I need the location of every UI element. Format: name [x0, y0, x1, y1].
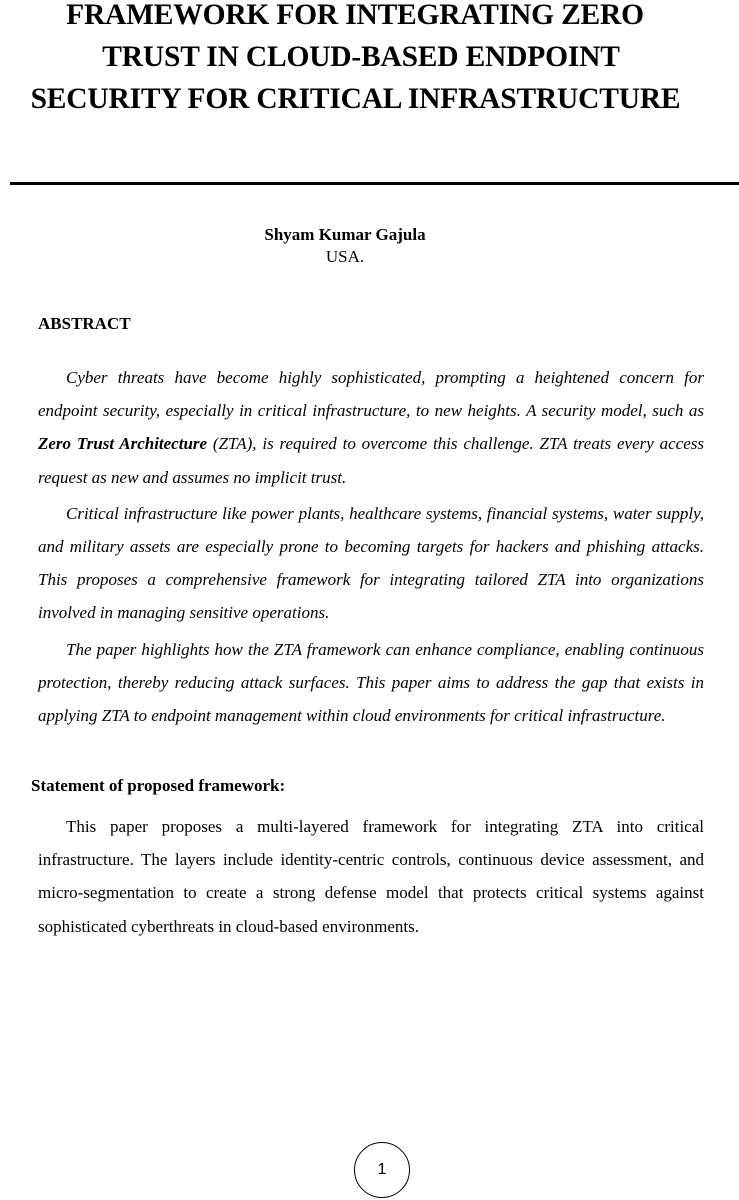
title-divider	[10, 182, 739, 185]
page-number: 1	[377, 1161, 387, 1178]
abstract-p1-bold-term: Zero Trust Architecture	[38, 434, 208, 454]
abstract-p1-lead: Cyber threats have become highly sophisticated, prompting a heightened concern for endpoint security, especially in critical infrastructure, to new heights. A security model, such as	[38, 368, 704, 421]
abstract-heading: ABSTRACT	[38, 314, 131, 333]
paper-title	[0, 0, 739, 120]
abstract-p1-tail: (ZTA), is required to overcome this challenge. ZTA treats every access request as new and assumes no implicit trust.	[38, 434, 704, 487]
abstract-paragraph-2: Critical infrastructure like power plants, healthcare systems, financial systems, water supply, and military assets are especially prone to becoming targets for hackers and phishing attacks. This proposes a comprehensive framework for integrating tailored ZTA into organizations involved in managing sensitive operations.	[38, 503, 704, 623]
abstract-body	[38, 361, 704, 735]
statement-heading: Statement of proposed framework:	[31, 776, 286, 795]
author-country: USA.	[325, 247, 365, 266]
author-name: Shyam Kumar Gajula	[264, 225, 426, 244]
abstract-paragraph-3: The paper highlights how the ZTA framework can enhance compliance, enabling continuous protection, thereby reducing attack surfaces. This paper aims to address the gap that exists in applying ZTA to endpoint management within cloud environments for critical infrastructure.	[38, 639, 704, 726]
abstract-paragraph-1	[38, 361, 704, 494]
author-block	[0, 224, 690, 268]
title-line-1: FRAMEWORK FOR INTEGRATING ZERO	[66, 0, 644, 31]
title-line-3: SECURITY FOR CRITICAL INFRASTRUCTURE	[30, 83, 681, 115]
statement-body: This paper proposes a multi-layered framework for integrating ZTA into critical infrastructure. The layers include identity-centric controls, continuous device assessment, and micro-segmentation to create a strong defense model that protects critical systems against sophisticated cyberthreats in cloud-based environments.	[38, 817, 704, 936]
page-number-badge	[354, 1142, 410, 1198]
title-line-2: TRUST IN CLOUD-BASED ENDPOINT	[102, 41, 620, 73]
